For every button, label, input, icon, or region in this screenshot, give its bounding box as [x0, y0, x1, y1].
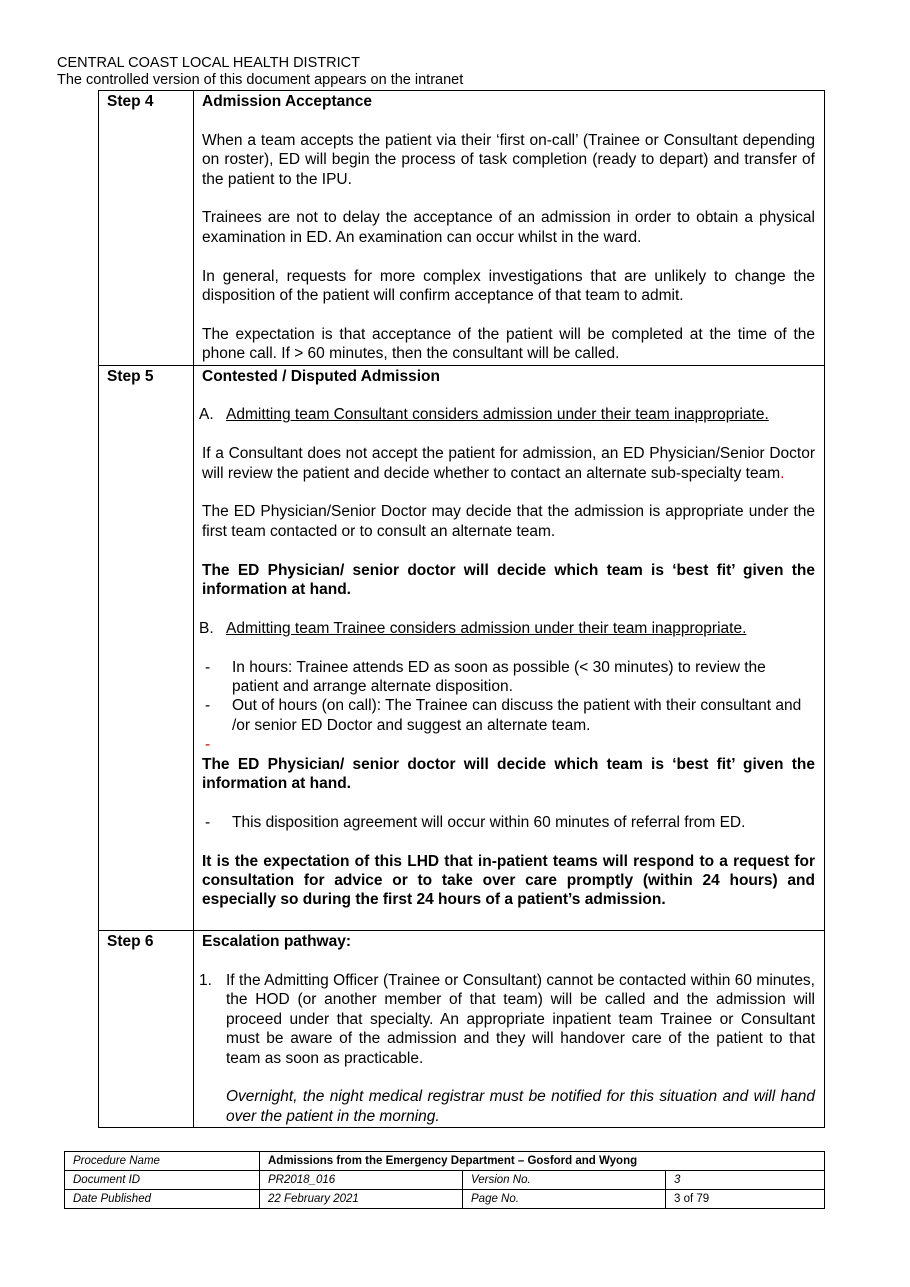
procedure-name-label: Procedure Name	[65, 1152, 260, 1171]
step-label: Step 4	[99, 91, 194, 366]
page-header	[57, 55, 463, 89]
dash-item	[202, 658, 815, 697]
paragraph: The ED Physician/Senior Doctor may decide that the admission is appropriate under the first team contacted or to consult an alternate team.	[202, 503, 815, 540]
version-label: Version No.	[463, 1171, 666, 1190]
step-row	[99, 931, 825, 1128]
bold-paragraph: The ED Physician/ senior doctor will decide which team is ‘best fit’ given the information at hand.	[202, 755, 815, 793]
lettered-item	[199, 405, 815, 424]
paragraph: In general, requests for more complex investigations that are unlikely to change the disposition of the patient will confirm acceptance of that team to admit.	[202, 267, 815, 305]
dash-item	[202, 696, 815, 735]
procedure-steps-table	[98, 90, 825, 1128]
step-row	[99, 365, 825, 931]
list-item: If the Admitting Officer (Trainee or Consultant) cannot be contacted within 60 minutes, the HOD (or another member of that team) will be called and the admission will proceed under that specialty. An appropriate inpatient team Trainee or Consultant must be aware of the admission and they will handover care of the patient to that team as soon as practicable.	[226, 972, 815, 1067]
bold-paragraph: The ED Physician/ senior doctor will decide which team is ‘best fit’ given the information at hand.	[202, 561, 815, 599]
date-published-label: Date Published	[65, 1190, 260, 1209]
list-marker: -	[205, 658, 211, 676]
italic-paragraph: Overnight, the night medical registrar must be notified for this situation and will hand over the patient in the morning.	[226, 1088, 815, 1125]
date-published-value: 22 February 2021	[260, 1190, 463, 1209]
page-number-value: 3 of 79	[666, 1190, 825, 1209]
document-id-label: Document ID	[65, 1171, 260, 1190]
list-marker: -	[205, 813, 211, 831]
document-footer-table	[64, 1151, 825, 1209]
step-title: Escalation pathway:	[202, 933, 352, 951]
paragraph: If a Consultant does not accept the patient for admission, an ED Physician/Senior Doctor will review the patient and decide whether to contact an alternate sub-specialty team.	[202, 445, 815, 482]
page-number-label: Page No.	[463, 1190, 666, 1209]
subheading: Admitting team Trainee considers admission under their team inappropriate.	[226, 619, 747, 637]
list-marker: B.	[199, 619, 214, 637]
document-id-value: PR2018_016	[260, 1171, 463, 1190]
bold-paragraph: It is the expectation of this LHD that in-patient teams will respond to a request for consultation for advice or to take over care promptly (within 24 hours) and especially so during the first 24 hours of a patient’s admission.	[202, 852, 815, 909]
list-item: In hours: Trainee attends ED as soon as possible (< 30 minutes) to review the patient and arrange alternate disposition.	[232, 658, 766, 696]
numbered-item	[199, 971, 815, 1068]
list-item: This disposition agreement will occur within 60 minutes of referral from ED.	[232, 813, 746, 831]
step-label: Step 6	[99, 931, 194, 1128]
list-item: Out of hours (on call): The Trainee can discuss the patient with their consultant and /or senior ED Doctor and suggest an alternate team.	[232, 697, 802, 734]
list-marker: 1.	[199, 972, 212, 990]
procedure-name-value: Admissions from the Emergency Department – Gosford and Wyong	[260, 1152, 825, 1171]
step-title: Admission Acceptance	[202, 93, 372, 110]
list-marker: A.	[199, 406, 214, 424]
paragraph: Trainees are not to delay the acceptance of an admission in order to obtain a physical examination in ED. An examination can occur whilst in the ward.	[202, 209, 815, 246]
step-label: Step 5	[99, 365, 194, 931]
step-content	[194, 365, 825, 931]
lettered-item	[199, 619, 815, 638]
dash-item	[202, 735, 815, 754]
list-marker: -	[205, 697, 211, 715]
step-content	[194, 91, 825, 366]
step-row	[99, 91, 825, 366]
list-marker: -	[205, 736, 211, 754]
controlled-version-note: The controlled version of this document appears on the intranet	[57, 72, 464, 88]
step-title: Contested / Disputed Admission	[202, 367, 440, 385]
subheading: Admitting team Consultant considers admission under their team inappropriate.	[226, 406, 769, 424]
version-value: 3	[666, 1171, 825, 1190]
paragraph: The expectation is that acceptance of the patient will be completed at the time of the phone call. If > 60 minutes, then the consultant will be called.	[202, 325, 815, 363]
org-name: CENTRAL COAST LOCAL HEALTH DISTRICT	[57, 55, 360, 71]
paragraph: When a team accepts the patient via their ‘first on-call’ (Trainee or Consultant depending on roster), ED will begin the process of task completion (ready to depart) and transfer of the patient to the IPU.	[202, 131, 815, 188]
dash-item	[202, 813, 815, 832]
step-content	[194, 931, 825, 1128]
